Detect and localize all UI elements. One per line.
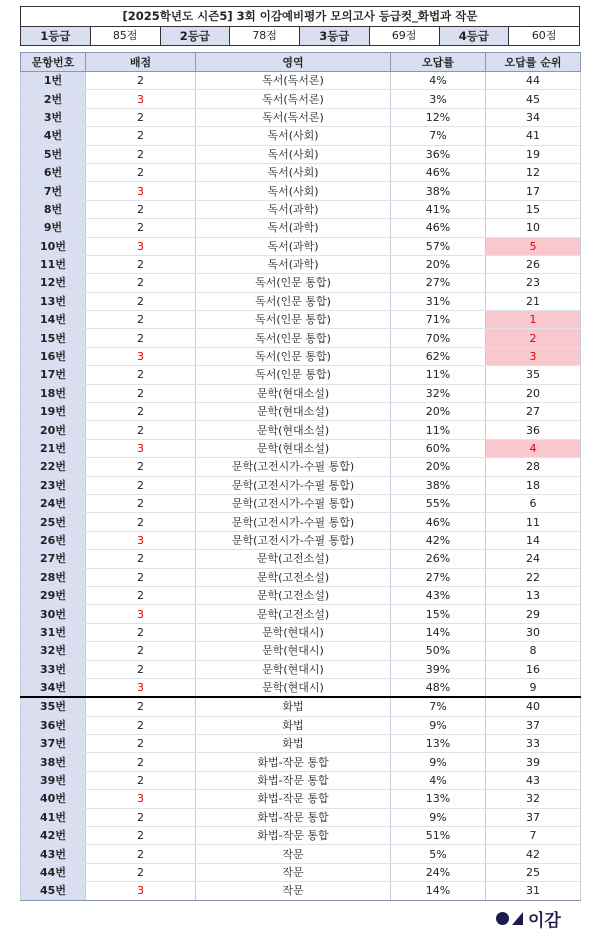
question-number-cell: 17번 [21, 366, 86, 384]
table-body [21, 72, 581, 901]
area-cell: 문학(현대시) [196, 660, 391, 678]
table-row [21, 237, 581, 255]
points-cell: 3 [86, 90, 196, 108]
error-rank-cell: 23 [486, 274, 581, 292]
error-rank-cell: 41 [486, 127, 581, 145]
error-rate-cell: 20% [391, 458, 486, 476]
area-cell: 독서(인문 통합) [196, 274, 391, 292]
question-number-cell: 15번 [21, 329, 86, 347]
points-cell: 3 [86, 182, 196, 200]
area-cell: 작문 [196, 882, 391, 900]
area-cell: 독서(인문 통합) [196, 347, 391, 365]
area-cell: 독서(사회) [196, 163, 391, 181]
header-question-number: 문항번호 [21, 53, 86, 72]
question-number-cell: 22번 [21, 458, 86, 476]
question-number-cell: 18번 [21, 384, 86, 402]
area-cell: 문학(고전시가-수필 통합) [196, 494, 391, 512]
error-rate-cell: 5% [391, 845, 486, 863]
question-number-cell: 23번 [21, 476, 86, 494]
points-cell: 2 [86, 366, 196, 384]
error-rate-cell: 7% [391, 127, 486, 145]
area-cell: 화법-작문 통합 [196, 753, 391, 771]
points-cell: 2 [86, 384, 196, 402]
error-rank-cell: 17 [486, 182, 581, 200]
area-cell: 작문 [196, 863, 391, 881]
question-number-cell: 3번 [21, 108, 86, 126]
table-row [21, 678, 581, 697]
error-rank-cell: 7 [486, 827, 581, 845]
error-rank-cell: 16 [486, 660, 581, 678]
area-cell: 화법-작문 통합 [196, 808, 391, 826]
table-row [21, 127, 581, 145]
question-number-cell: 2번 [21, 90, 86, 108]
error-rate-cell: 38% [391, 476, 486, 494]
question-stats-table [20, 52, 581, 901]
area-cell: 독서(과학) [196, 255, 391, 273]
error-rank-cell: 2 [486, 329, 581, 347]
points-cell: 2 [86, 697, 196, 716]
error-rate-cell: 7% [391, 697, 486, 716]
points-cell: 2 [86, 476, 196, 494]
grade-cut-row [20, 26, 580, 46]
error-rate-cell: 13% [391, 790, 486, 808]
error-rate-cell: 36% [391, 145, 486, 163]
header-error-rate: 오답률 [391, 53, 486, 72]
brand-logo [496, 905, 561, 931]
error-rate-cell: 11% [391, 421, 486, 439]
area-cell: 독서(사회) [196, 145, 391, 163]
area-cell: 문학(고전소설) [196, 568, 391, 586]
question-number-cell: 45번 [21, 882, 86, 900]
table-header-row [21, 53, 581, 72]
question-number-cell: 38번 [21, 753, 86, 771]
area-cell: 화법-작문 통합 [196, 827, 391, 845]
points-cell: 2 [86, 274, 196, 292]
error-rate-cell: 39% [391, 660, 486, 678]
question-number-cell: 42번 [21, 827, 86, 845]
error-rate-cell: 20% [391, 255, 486, 273]
area-cell: 독서(인문 통합) [196, 329, 391, 347]
table-row [21, 568, 581, 586]
question-number-cell: 35번 [21, 697, 86, 716]
question-number-cell: 26번 [21, 531, 86, 549]
error-rate-cell: 32% [391, 384, 486, 402]
question-number-cell: 25번 [21, 513, 86, 531]
error-rank-cell: 31 [486, 882, 581, 900]
question-number-cell: 8번 [21, 200, 86, 218]
points-cell: 2 [86, 200, 196, 218]
table-row [21, 274, 581, 292]
question-number-cell: 20번 [21, 421, 86, 439]
error-rate-cell: 14% [391, 882, 486, 900]
error-rank-cell: 4 [486, 439, 581, 457]
table-row [21, 458, 581, 476]
grade-3-label: 3등급 [300, 27, 370, 45]
error-rank-cell: 20 [486, 384, 581, 402]
question-number-cell: 41번 [21, 808, 86, 826]
table-row [21, 108, 581, 126]
error-rate-cell: 41% [391, 200, 486, 218]
points-cell: 3 [86, 531, 196, 549]
table-row [21, 329, 581, 347]
question-number-cell: 9번 [21, 219, 86, 237]
error-rank-cell: 35 [486, 366, 581, 384]
error-rank-cell: 3 [486, 347, 581, 365]
area-cell: 문학(현대소설) [196, 384, 391, 402]
question-number-cell: 19번 [21, 403, 86, 421]
error-rate-cell: 62% [391, 347, 486, 365]
error-rate-cell: 4% [391, 771, 486, 789]
question-number-cell: 29번 [21, 586, 86, 604]
points-cell: 2 [86, 163, 196, 181]
points-cell: 2 [86, 513, 196, 531]
points-cell: 2 [86, 494, 196, 512]
area-cell: 문학(고전소설) [196, 605, 391, 623]
area-cell: 문학(고전시가-수필 통합) [196, 531, 391, 549]
question-number-cell: 32번 [21, 642, 86, 660]
question-number-cell: 39번 [21, 771, 86, 789]
area-cell: 문학(고전시가-수필 통합) [196, 513, 391, 531]
area-cell: 독서(사회) [196, 182, 391, 200]
error-rank-cell: 44 [486, 72, 581, 90]
error-rate-cell: 11% [391, 366, 486, 384]
error-rank-cell: 19 [486, 145, 581, 163]
error-rate-cell: 26% [391, 550, 486, 568]
error-rate-cell: 24% [391, 863, 486, 881]
question-number-cell: 30번 [21, 605, 86, 623]
grade-2-value: 78점 [230, 27, 300, 45]
question-number-cell: 24번 [21, 494, 86, 512]
area-cell: 독서(독서론) [196, 108, 391, 126]
table-row [21, 421, 581, 439]
area-cell: 화법 [196, 716, 391, 734]
error-rate-cell: 14% [391, 623, 486, 641]
area-cell: 독서(과학) [196, 237, 391, 255]
area-cell: 독서(인문 통합) [196, 311, 391, 329]
error-rate-cell: 20% [391, 403, 486, 421]
error-rate-cell: 9% [391, 716, 486, 734]
error-rate-cell: 60% [391, 439, 486, 457]
points-cell: 2 [86, 255, 196, 273]
table-row [21, 697, 581, 716]
table-row [21, 513, 581, 531]
question-number-cell: 21번 [21, 439, 86, 457]
points-cell: 2 [86, 458, 196, 476]
table-row [21, 494, 581, 512]
table-row [21, 531, 581, 549]
question-number-cell: 44번 [21, 863, 86, 881]
points-cell: 2 [86, 550, 196, 568]
error-rate-cell: 48% [391, 678, 486, 697]
grade-1-label: 1등급 [21, 27, 91, 45]
table-row [21, 642, 581, 660]
error-rate-cell: 55% [391, 494, 486, 512]
points-cell: 2 [86, 660, 196, 678]
question-number-cell: 37번 [21, 735, 86, 753]
error-rank-cell: 8 [486, 642, 581, 660]
question-number-cell: 40번 [21, 790, 86, 808]
area-cell: 독서(과학) [196, 219, 391, 237]
question-number-cell: 14번 [21, 311, 86, 329]
question-number-cell: 12번 [21, 274, 86, 292]
area-cell: 문학(현대소설) [196, 439, 391, 457]
area-cell: 화법-작문 통합 [196, 790, 391, 808]
error-rank-cell: 33 [486, 735, 581, 753]
error-rate-cell: 57% [391, 237, 486, 255]
error-rate-cell: 4% [391, 72, 486, 90]
grade-1-value: 85점 [91, 27, 161, 45]
points-cell: 2 [86, 827, 196, 845]
table-row [21, 586, 581, 604]
area-cell: 문학(현대시) [196, 642, 391, 660]
table-row [21, 550, 581, 568]
table-row [21, 219, 581, 237]
table-row [21, 145, 581, 163]
question-number-cell: 1번 [21, 72, 86, 90]
points-cell: 3 [86, 605, 196, 623]
header-area: 영역 [196, 53, 391, 72]
error-rank-cell: 12 [486, 163, 581, 181]
question-number-cell: 11번 [21, 255, 86, 273]
question-number-cell: 36번 [21, 716, 86, 734]
table-row [21, 200, 581, 218]
grade-2-label: 2등급 [161, 27, 231, 45]
question-number-cell: 31번 [21, 623, 86, 641]
area-cell: 문학(현대시) [196, 623, 391, 641]
area-cell: 문학(고전소설) [196, 586, 391, 604]
points-cell: 3 [86, 439, 196, 457]
area-cell: 화법-작문 통합 [196, 771, 391, 789]
area-cell: 독서(과학) [196, 200, 391, 218]
area-cell: 문학(고전시가-수필 통합) [196, 458, 391, 476]
points-cell: 2 [86, 219, 196, 237]
error-rank-cell: 14 [486, 531, 581, 549]
question-number-cell: 43번 [21, 845, 86, 863]
area-cell: 독서(사회) [196, 127, 391, 145]
error-rank-cell: 37 [486, 716, 581, 734]
grade-cut-header [20, 6, 580, 46]
question-number-cell: 6번 [21, 163, 86, 181]
error-rate-cell: 42% [391, 531, 486, 549]
table-row [21, 182, 581, 200]
points-cell: 3 [86, 790, 196, 808]
points-cell: 2 [86, 863, 196, 881]
area-cell: 문학(현대소설) [196, 421, 391, 439]
error-rank-cell: 45 [486, 90, 581, 108]
error-rate-cell: 15% [391, 605, 486, 623]
error-rank-cell: 22 [486, 568, 581, 586]
logo-text: 이감 [528, 910, 561, 931]
points-cell: 2 [86, 623, 196, 641]
question-number-cell: 34번 [21, 678, 86, 697]
points-cell: 2 [86, 127, 196, 145]
table-row [21, 753, 581, 771]
table-row [21, 311, 581, 329]
error-rate-cell: 13% [391, 735, 486, 753]
table-row [21, 660, 581, 678]
area-cell: 독서(독서론) [196, 72, 391, 90]
points-cell: 2 [86, 771, 196, 789]
table-row [21, 771, 581, 789]
table-row [21, 863, 581, 881]
question-number-cell: 4번 [21, 127, 86, 145]
question-number-cell: 13번 [21, 292, 86, 310]
header-error-rank: 오답률 순위 [486, 53, 581, 72]
table-row [21, 384, 581, 402]
error-rank-cell: 5 [486, 237, 581, 255]
points-cell: 3 [86, 678, 196, 697]
error-rate-cell: 70% [391, 329, 486, 347]
table-row [21, 735, 581, 753]
points-cell: 2 [86, 586, 196, 604]
error-rank-cell: 43 [486, 771, 581, 789]
grade-4-label: 4등급 [440, 27, 510, 45]
error-rank-cell: 32 [486, 790, 581, 808]
error-rate-cell: 27% [391, 568, 486, 586]
points-cell: 2 [86, 642, 196, 660]
error-rank-cell: 30 [486, 623, 581, 641]
area-cell: 독서(인문 통합) [196, 366, 391, 384]
error-rank-cell: 6 [486, 494, 581, 512]
error-rank-cell: 36 [486, 421, 581, 439]
table-row [21, 72, 581, 90]
error-rate-cell: 38% [391, 182, 486, 200]
error-rate-cell: 51% [391, 827, 486, 845]
table-row [21, 827, 581, 845]
error-rank-cell: 39 [486, 753, 581, 771]
area-cell: 독서(독서론) [196, 90, 391, 108]
error-rate-cell: 31% [391, 292, 486, 310]
area-cell: 문학(고전소설) [196, 550, 391, 568]
table-row [21, 845, 581, 863]
error-rank-cell: 26 [486, 255, 581, 273]
grade-4-value: 60점 [531, 29, 557, 42]
error-rate-cell: 12% [391, 108, 486, 126]
error-rank-cell: 34 [486, 108, 581, 126]
error-rate-cell: 3% [391, 90, 486, 108]
error-rank-cell: 24 [486, 550, 581, 568]
error-rate-cell: 46% [391, 513, 486, 531]
question-number-cell: 33번 [21, 660, 86, 678]
points-cell: 2 [86, 753, 196, 771]
table-row [21, 790, 581, 808]
error-rank-cell: 25 [486, 863, 581, 881]
table-row [21, 163, 581, 181]
table-row [21, 347, 581, 365]
header-points: 배점 [86, 53, 196, 72]
points-cell: 2 [86, 329, 196, 347]
area-cell: 문학(고전시가-수필 통합) [196, 476, 391, 494]
error-rank-cell: 37 [486, 808, 581, 826]
error-rate-cell: 46% [391, 163, 486, 181]
error-rank-cell: 11 [486, 513, 581, 531]
page-title: [2025학년도 시즌5] 3회 이감예비평가 모의고사 등급컷_화법과 작문 [20, 6, 580, 26]
points-cell: 3 [86, 882, 196, 900]
table-row [21, 439, 581, 457]
points-cell: 2 [86, 808, 196, 826]
points-cell: 2 [86, 72, 196, 90]
error-rank-cell: 27 [486, 403, 581, 421]
table-row [21, 476, 581, 494]
table-row [21, 605, 581, 623]
error-rank-cell: 40 [486, 697, 581, 716]
points-cell: 2 [86, 568, 196, 586]
area-cell: 문학(현대시) [196, 678, 391, 697]
table-row [21, 808, 581, 826]
points-cell: 2 [86, 716, 196, 734]
area-cell: 화법 [196, 735, 391, 753]
error-rank-cell: 29 [486, 605, 581, 623]
question-number-cell: 5번 [21, 145, 86, 163]
table-row [21, 403, 581, 421]
question-number-cell: 28번 [21, 568, 86, 586]
question-number-cell: 27번 [21, 550, 86, 568]
points-cell: 2 [86, 108, 196, 126]
points-cell: 3 [86, 347, 196, 365]
error-rank-cell: 42 [486, 845, 581, 863]
error-rank-cell: 28 [486, 458, 581, 476]
points-cell: 2 [86, 735, 196, 753]
area-cell: 독서(인문 통합) [196, 292, 391, 310]
question-number-cell: 10번 [21, 237, 86, 255]
table-row [21, 716, 581, 734]
error-rank-cell: 21 [486, 292, 581, 310]
error-rate-cell: 46% [391, 219, 486, 237]
error-rank-cell: 9 [486, 678, 581, 697]
error-rate-cell: 9% [391, 808, 486, 826]
grade-3-value: 69점 [370, 27, 440, 45]
error-rank-cell: 13 [486, 586, 581, 604]
table-row [21, 90, 581, 108]
error-rank-cell: 15 [486, 200, 581, 218]
logo-circle-icon [496, 912, 509, 925]
error-rank-cell: 18 [486, 476, 581, 494]
error-rate-cell: 9% [391, 753, 486, 771]
table-row [21, 366, 581, 384]
error-rank-cell: 1 [486, 311, 581, 329]
error-rank-cell: 10 [486, 219, 581, 237]
error-rate-cell: 71% [391, 311, 486, 329]
area-cell: 작문 [196, 845, 391, 863]
error-rate-cell: 43% [391, 586, 486, 604]
table-row [21, 623, 581, 641]
points-cell: 2 [86, 845, 196, 863]
question-number-cell: 16번 [21, 347, 86, 365]
question-number-cell: 7번 [21, 182, 86, 200]
points-cell: 2 [86, 292, 196, 310]
area-cell: 문학(현대소설) [196, 403, 391, 421]
points-cell: 2 [86, 403, 196, 421]
points-cell: 2 [86, 421, 196, 439]
table-row [21, 292, 581, 310]
table-row [21, 882, 581, 900]
points-cell: 2 [86, 311, 196, 329]
error-rate-cell: 27% [391, 274, 486, 292]
table-row [21, 255, 581, 273]
error-rate-cell: 50% [391, 642, 486, 660]
area-cell: 화법 [196, 697, 391, 716]
points-cell: 3 [86, 237, 196, 255]
logo-triangle-icon [512, 912, 523, 925]
points-cell: 2 [86, 145, 196, 163]
